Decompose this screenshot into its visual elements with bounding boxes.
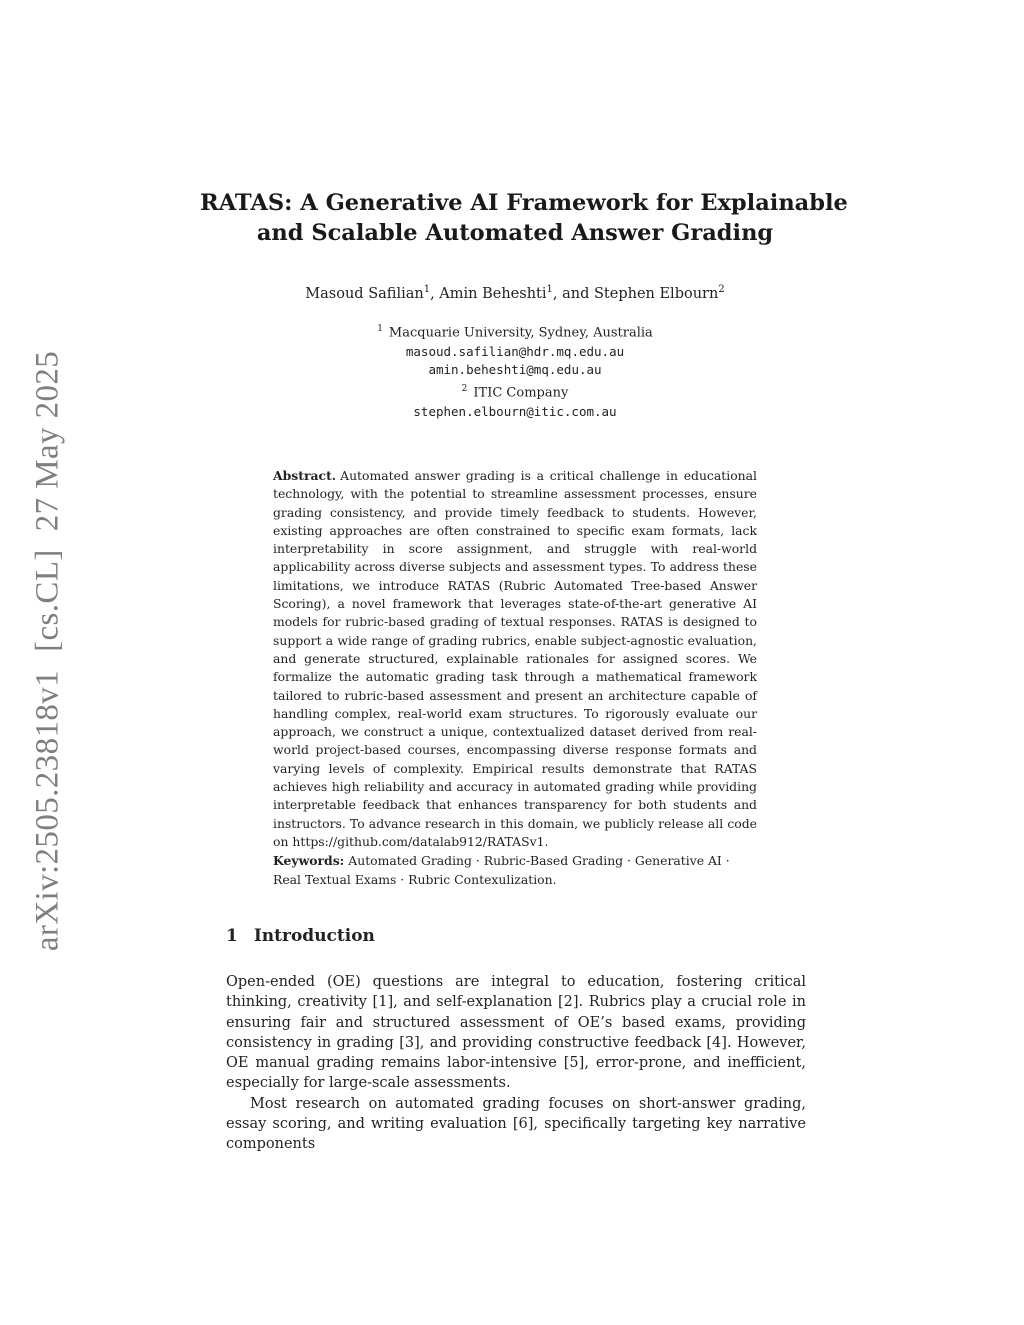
keywords-text: Automated Grading · Rubric-Based Grading · Generative AI · Real Textual Exams · Rubric Contexulization. <box>273 853 730 887</box>
abstract-label: Abstract. <box>273 468 337 483</box>
section-number: 1 <box>226 926 238 946</box>
affiliation-mark: 1 <box>377 324 383 334</box>
title-line-2: and Scalable Automated Answer Grading <box>256 220 774 246</box>
title-line-1: RATAS: A Generative AI Framework for Explainable <box>200 190 848 216</box>
abstract <box>273 467 757 851</box>
author-name: Masoud Safilian <box>305 285 424 302</box>
section-title: Introduction <box>253 926 375 946</box>
author-email: stephen.elbourn@itic.com.au <box>413 403 617 419</box>
arxiv-category: [cs.CL] <box>29 549 66 652</box>
keywords-label: Keywords: <box>273 853 345 868</box>
affiliation-mark: 2 <box>461 383 468 394</box>
affiliation-name: Macquarie University, Sydney, Australia <box>388 325 653 341</box>
author-affil-mark: 1 <box>546 284 553 295</box>
author-affil-mark: 1 <box>423 284 431 295</box>
affiliation-2 <box>200 380 830 403</box>
paragraph: Open-ended (OE) questions are integral to education, fostering critical thinking, creativity [1], and self-explanation [2]. Rubrics play a crucial role in ensuring fair and structured assessment of OE’s based exams, providing consistency in grading [3], and providing constructive feedback [4]. However, OE manual grading remains labor-intensive [5], error-prone, and inefficient, especially for large-scale assessments. <box>226 974 806 1092</box>
affiliation-name: ITIC Company <box>473 385 569 401</box>
arxiv-id: arXiv:2505.23818v1 <box>29 669 66 952</box>
affiliation-1 <box>200 320 830 343</box>
author-email: masoud.safilian@hdr.mq.edu.au <box>405 343 625 359</box>
section-heading <box>226 926 375 946</box>
author-name: Stephen Elbourn <box>593 285 719 302</box>
keywords <box>273 852 757 889</box>
paper-title <box>200 188 848 248</box>
author-name: Amin Beheshti <box>439 285 547 302</box>
arxiv-identifier-stamp <box>30 333 67 951</box>
introduction-body <box>226 972 806 1155</box>
abstract-text: Automated answer grading is a critical challenge in educational technology, with the potential to streamline assessment processes, ensure grading consistency, and provide timely feedback to students. However, existing approaches are often constrained to specific exam formats, lack interpretability in score assignment, and struggle with real-world applicability across diverse subjects and assessment types. To address these limitations, we introduce RATAS (Rubric Automated Tree-based Answer Scoring), a novel framework that leverages state-of-the-art generative AI models for rubric-based grading of textual responses. RATAS is designed to support a wide range of grading rubrics, enable subject-agnostic evaluation, and generate structured, explainable rationales for assigned scores. We formalize the automatic grading task through a mathematical framework tailored to rubric-based assessment and present an architecture capable of handling complex, real-world exam structures. To rigorously evaluate our approach, we construct a unique, contextualized dataset derived from real-world project-based courses, encompassing diverse response formats and varying levels of complexity. Empirical results demonstrate that RATAS achieves high reliability and accuracy in automated grading while providing interpretable feedback that enhances transparency for both students and instructors. To advance research in this domain, we publicly release all code on https://github.com/datalab912/RATASv1. <box>273 468 757 849</box>
author-separator: , <box>430 285 440 302</box>
author-email: amin.beheshti@mq.edu.au <box>428 362 602 378</box>
arxiv-date: 27 May 2025 <box>29 350 66 532</box>
paragraph: Most research on automated grading focuses on short-answer grading, essay scoring, and writing evaluation [6], specifically targeting key narrative components <box>226 1095 806 1153</box>
author-list <box>200 284 830 302</box>
author-separator: , and <box>552 285 594 302</box>
author-affil-mark: 2 <box>718 284 725 295</box>
affiliations <box>200 320 830 421</box>
